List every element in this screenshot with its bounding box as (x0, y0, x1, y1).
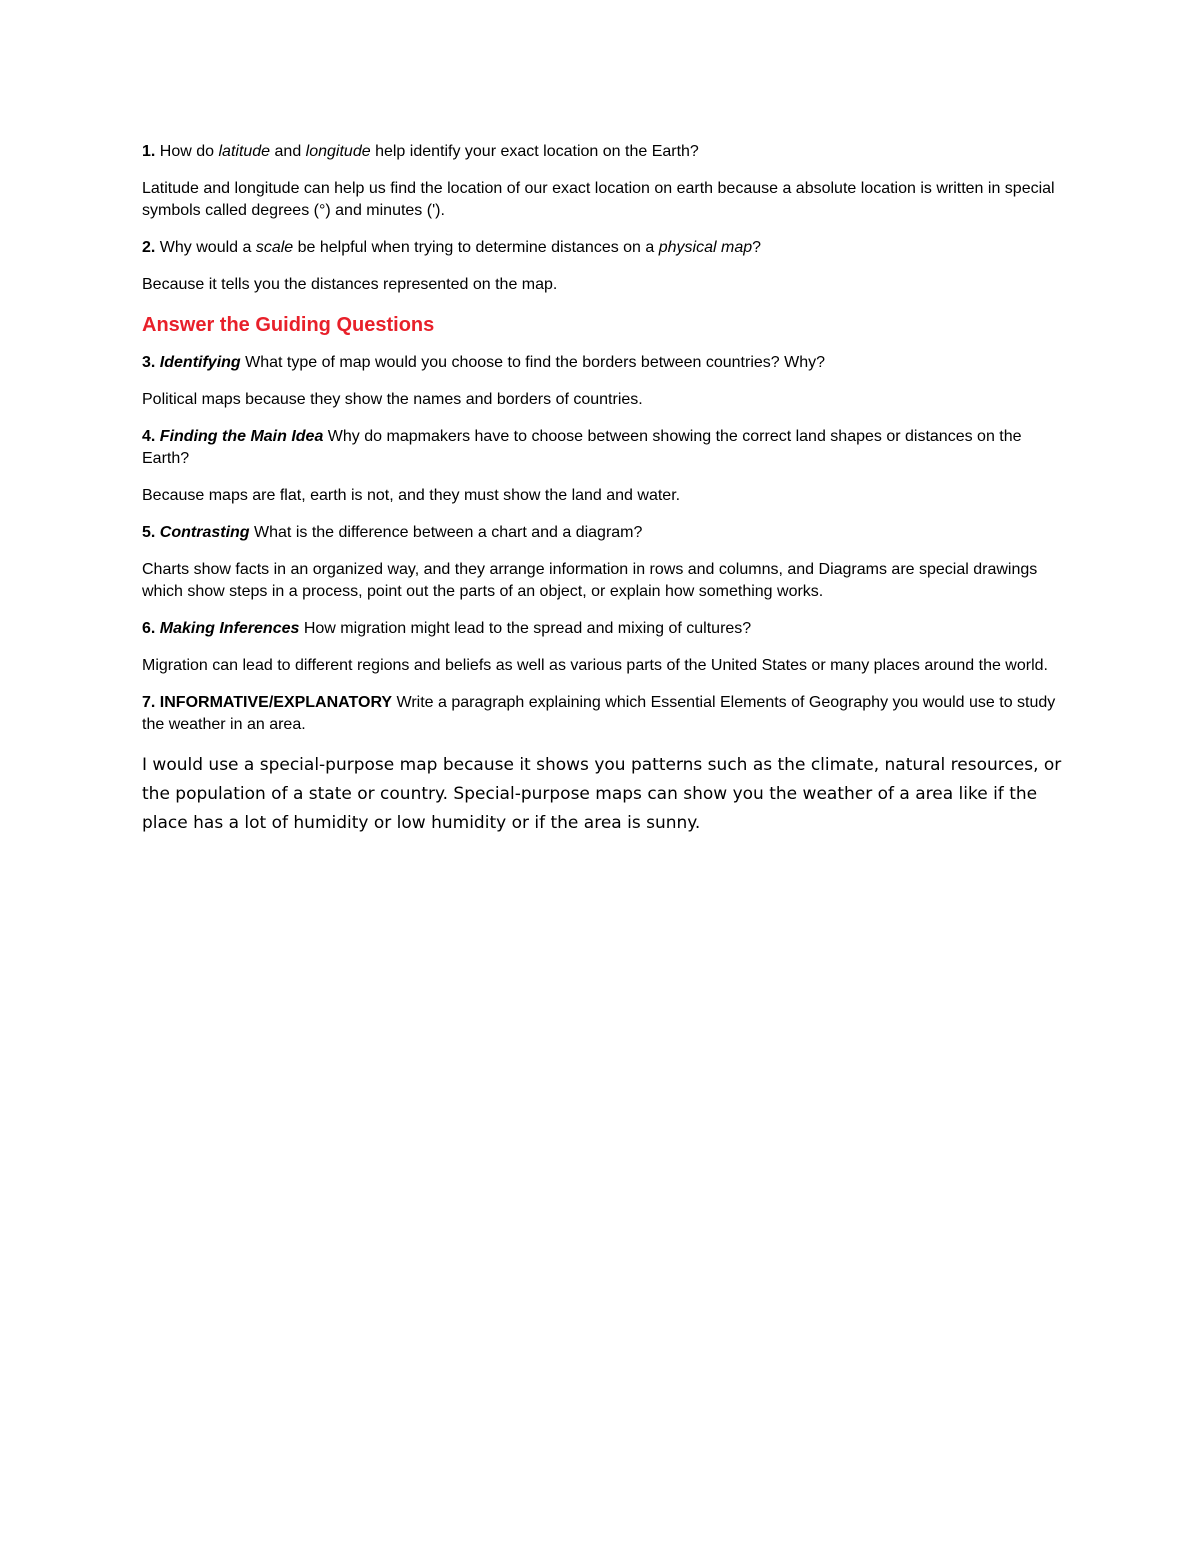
question-number: 2. (142, 239, 156, 256)
question-5: 5. Contrasting What is the difference between a chart and a diagram? (142, 524, 643, 541)
question-number: 3. (142, 354, 156, 371)
answer-6: Migration can lead to different regions and beliefs as well as various parts of the United States or many places around the world. (142, 657, 1048, 674)
question-7: 7. INFORMATIVE/EXPLANATORY Write a paragraph explaining which Essential Elements of Geography you would use to study the weather in an area. (142, 694, 1056, 733)
question-number: 5. (142, 524, 156, 541)
question-3: 3. Identifying What type of map would you choose to find the borders between countries? Why? (142, 354, 826, 371)
question-number: 1. (142, 143, 156, 160)
question-4: 4. Finding the Main Idea Why do mapmakers have to choose between showing the correct land shapes or distances on the Earth? (142, 428, 1022, 467)
answer-3: Political maps because they show the names and borders of countries. (142, 391, 643, 408)
question-2: 2. Why would a scale be helpful when trying to determine distances on a physical map? (142, 239, 762, 256)
question-6: 6. Making Inferences How migration might lead to the spread and mixing of cultures? (142, 620, 752, 637)
answer-2: Because it tells you the distances represented on the map. (142, 276, 558, 293)
question-number: 6. (142, 620, 156, 637)
term-scale: scale (255, 239, 294, 256)
question-skill: Contrasting (159, 524, 250, 541)
question-number: 4. (142, 428, 156, 445)
question-label: 7. INFORMATIVE/EXPLANATORY (142, 694, 393, 711)
document-body (142, 141, 1062, 838)
question-skill: Making Inferences (159, 620, 300, 637)
answer-4: Because maps are flat, earth is not, and they must show the land and water. (142, 487, 681, 504)
term-longitude: longitude (305, 143, 371, 160)
answer-7: I would use a special-purpose map because it shows you patterns such as the climate, natural resources, or the population of a state or country. Special-purpose maps can show you the weather of a area like if the place has a lot of humidity or low humidity or if the area is sunny. (142, 755, 1062, 833)
term-physical-map: physical map (658, 239, 753, 256)
answer-5: Charts show facts in an organized way, and they arrange information in rows and columns, and Diagrams are special drawings which show steps in a process, point out the parts of an object, or explain how something works. (142, 561, 1038, 600)
answer-1: Latitude and longitude can help us find the location of our exact location on earth because a absolute location is written in special symbols called degrees (°) and minutes ('). (142, 180, 1055, 219)
term-latitude: latitude (218, 143, 271, 160)
question-1: 1. How do latitude and longitude help identify your exact location on the Earth? (142, 143, 699, 160)
question-skill: Finding the Main Idea (159, 428, 324, 445)
section-heading: Answer the Guiding Questions (142, 314, 435, 336)
question-skill: Identifying (159, 354, 241, 371)
